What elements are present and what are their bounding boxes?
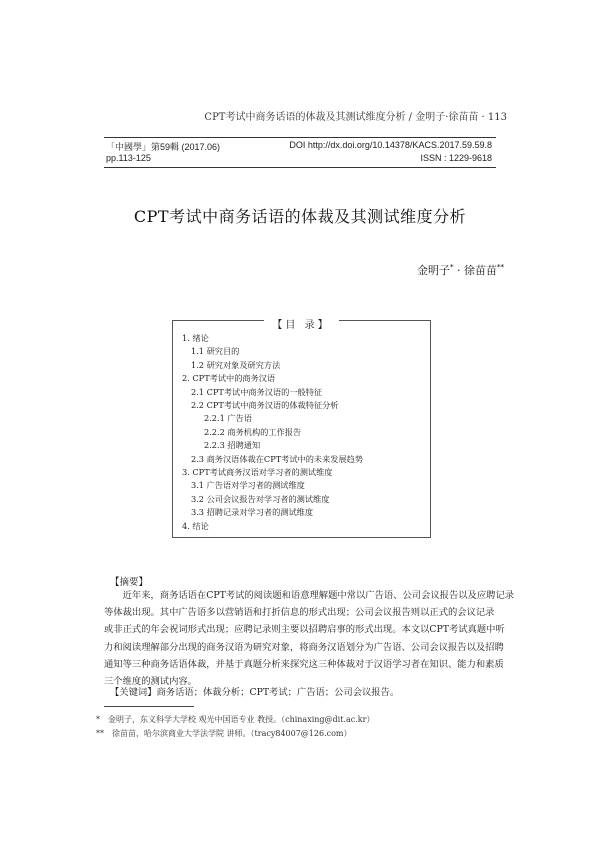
journal-info: 「中國學」第59輯 (2017.06) bbox=[106, 142, 221, 152]
toc-item[interactable]: 2.3 商务汉语体裁在CPT考试中的未来发展趋势 bbox=[191, 453, 364, 464]
toc-item[interactable]: 1.2 研究对象及研究方法 bbox=[191, 359, 281, 370]
author-1: 金明子 bbox=[417, 264, 450, 277]
paper-title: CPT考试中商务话语的体裁及其测试维度分析 bbox=[133, 207, 467, 226]
abstract-line: 或非正式的年会祝词形式出现；应聘记录则主要以招聘启事的形式出现。本文以CPT考试真题中听 bbox=[104, 624, 505, 636]
page-range: pp.113-125 bbox=[106, 153, 151, 163]
abstract-line: 近年来，商务话语在CPT考试的阅读题和语意理解题中常以广告语、公司会议报告以及应聘记录 bbox=[104, 590, 515, 601]
toc-item[interactable]: 1. 绪论 bbox=[182, 333, 209, 343]
footnote-divider bbox=[104, 706, 194, 707]
toc-item[interactable]: 1.1 研究目的 bbox=[191, 346, 240, 357]
toc-item[interactable]: 3.3 招聘记录对学习者的测试维度 bbox=[191, 507, 314, 518]
abstract-line: 通知等三种商务话语体裁，并基于真题分析来探究这三种体裁对于汉语学习者在知识、能力和素质 bbox=[104, 658, 504, 670]
author-separator: · bbox=[457, 264, 461, 277]
toc-item[interactable]: 2.2.3 招聘通知 bbox=[204, 440, 261, 451]
table-of-contents bbox=[172, 320, 431, 538]
abstract-heading: 【摘要】 bbox=[110, 577, 149, 588]
toc-item[interactable]: 3.2 公司会议报告对学习者的测试维度 bbox=[191, 493, 330, 504]
toc-item[interactable]: 3.1 广告语对学习者的测试维度 bbox=[191, 480, 305, 491]
toc-item[interactable]: 2. CPT考试中的商务汉语 bbox=[182, 373, 276, 384]
toc-item[interactable]: 2.2.1 广告语 bbox=[204, 413, 252, 424]
issn: ISSN : 1229-9618 bbox=[420, 153, 492, 163]
toc-item[interactable]: 4. 结论 bbox=[182, 520, 209, 531]
author-2-mark: ** bbox=[497, 263, 504, 272]
author-2: 徐苗苗 bbox=[464, 264, 497, 277]
publication-meta bbox=[104, 137, 496, 168]
toc-heading: 【目 录】 bbox=[264, 320, 338, 331]
authors bbox=[417, 262, 504, 278]
toc-item[interactable]: 2.2 CPT考试中商务汉语的体裁特征分析 bbox=[191, 400, 339, 410]
toc-item[interactable]: 2.2.2 商务机构的工作报告 bbox=[204, 426, 302, 437]
footnote-author-1: * 金明子，东义科学大学校 观光中国语专业 教授。（chinaxing@dit.ac.kr） bbox=[96, 715, 375, 724]
toc-item[interactable]: 2.1 CPT考试中商务汉语的一般特征 bbox=[191, 386, 323, 397]
abstract-line: 力和阅读理解部分出现的商务汉语为研究对象，将商务汉语划分为广告语、公司会议报告以及招聘 bbox=[104, 641, 504, 653]
running-head: CPT考试中商务话语的体裁及其测试维度分析 / 金明子·徐苗苗 · 113 bbox=[204, 112, 507, 123]
author-1-mark: * bbox=[450, 263, 454, 272]
doi-link[interactable]: DOI http://dx.doi.org/10.14378/KACS.2017.59.59.8 bbox=[289, 140, 492, 150]
toc-item[interactable]: 3. CPT考试商务汉语对学习者的测试维度 bbox=[182, 467, 333, 477]
keywords: 【关键词】商务话语；体裁分析；CPT考试；广告语；公司会议报告。 bbox=[110, 687, 400, 698]
abstract-line: 三个维度的测试内容。 bbox=[104, 676, 197, 687]
abstract-line: 等体裁出现。其中广告语多以营销语和打折信息的形式出现；公司会议报告则以正式的会议记录 bbox=[104, 607, 495, 619]
footnote-author-2: ** 徐苗苗，哈尔滨商业大学法学院 讲师。（tracy84007@126.com） bbox=[96, 729, 352, 738]
